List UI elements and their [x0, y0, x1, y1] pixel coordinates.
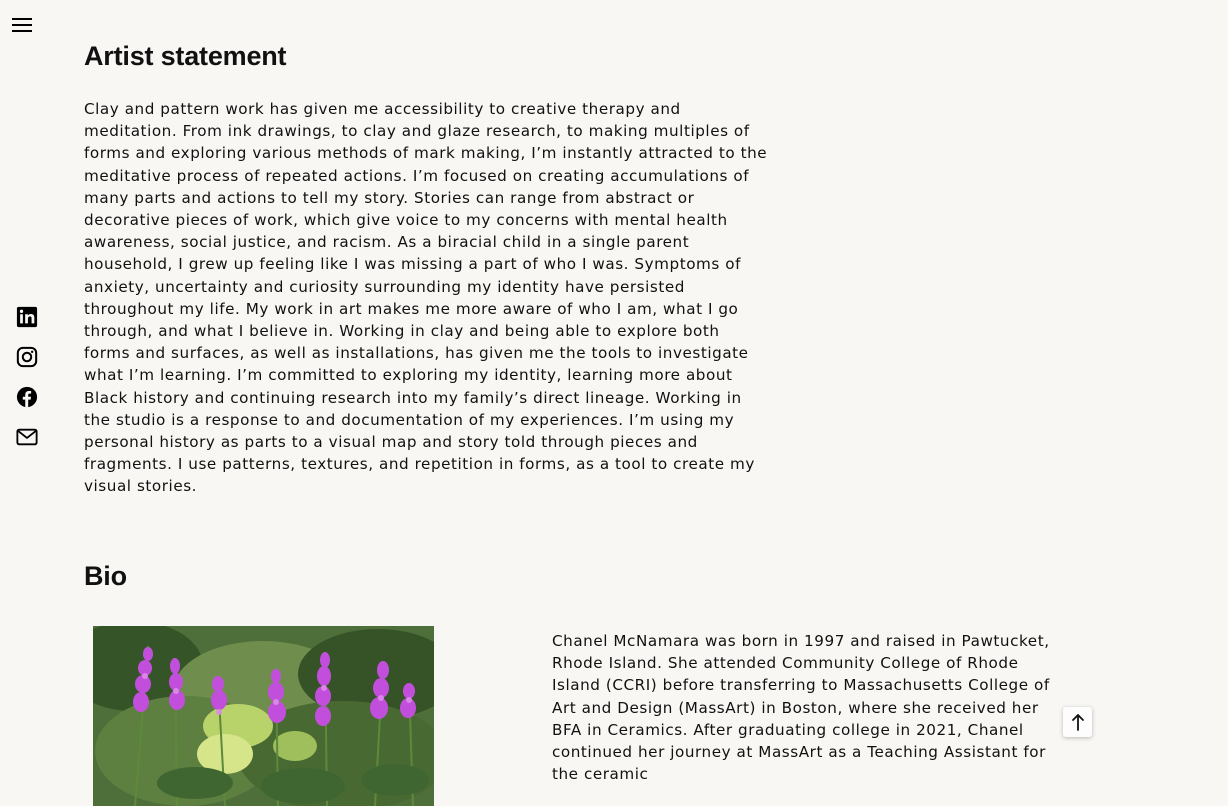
arrow-up-icon	[1071, 713, 1085, 731]
instagram-link[interactable]	[16, 346, 38, 368]
linkedin-link[interactable]	[16, 306, 38, 328]
facebook-icon	[16, 386, 38, 408]
social-links	[16, 306, 40, 448]
flower-garden-image	[93, 626, 434, 806]
instagram-icon	[16, 346, 38, 368]
bio-heading: Bio	[84, 561, 127, 591]
back-to-top-button[interactable]	[1063, 707, 1092, 737]
hamburger-menu-icon	[12, 17, 32, 33]
linkedin-icon	[16, 306, 38, 328]
bio-text: Chanel McNamara was born in 1997 and raised in Pawtucket, Rhode Island. She attended Community College of Rhode Island (CCRI) before transferring to Massachusetts College of Art and Design (MassArt) in Boston, where she received her BFA in Ceramics. After graduating college in 2021, Chanel continued her journey at MassArt as a Teaching Assistant for the ceramic	[552, 632, 1050, 784]
facebook-link[interactable]	[16, 386, 38, 408]
mail-icon	[16, 426, 38, 448]
artist-statement-text: Clay and pattern work has given me accessibility to creative therapy and meditation. From ink drawings, to clay and glaze research, to making multiples of forms and exploring various methods of mark making, I’m instantly attracted to the meditative process of repeated actions. I’m focused on creating accumulations of many parts and actions to tell my story. Stories can range from abstract or decorative pieces of work, which give voice to my concerns with mental health awareness, social justice, and racism. As a biracial child in a single parent household, I grew up feeling like I was missing a part of who I was. Symptoms of anxiety, uncertainty and curiosity surrounding my identity have persisted throughout my life. My work in art makes me more aware of who I am, what I go through, and what I believe in. Working in clay and being able to explore both forms and surfaces, as well as installations, has given me the tools to investigate what I’m learning. I’m committed to exploring my identity, learning more about Black history and continuing research into my family’s direct lineage. Working in the studio is a response to and documentation of my experiences. I’m using my personal history as parts to a visual map and story told through pieces and fragments. I use patterns, textures, and repetition in forms, as a tool to create my visual stories.	[84, 100, 768, 496]
menu-button[interactable]	[12, 17, 32, 33]
artist-statement-heading: Artist statement	[84, 41, 287, 71]
email-link[interactable]	[16, 426, 38, 448]
bio-photo	[93, 626, 434, 806]
